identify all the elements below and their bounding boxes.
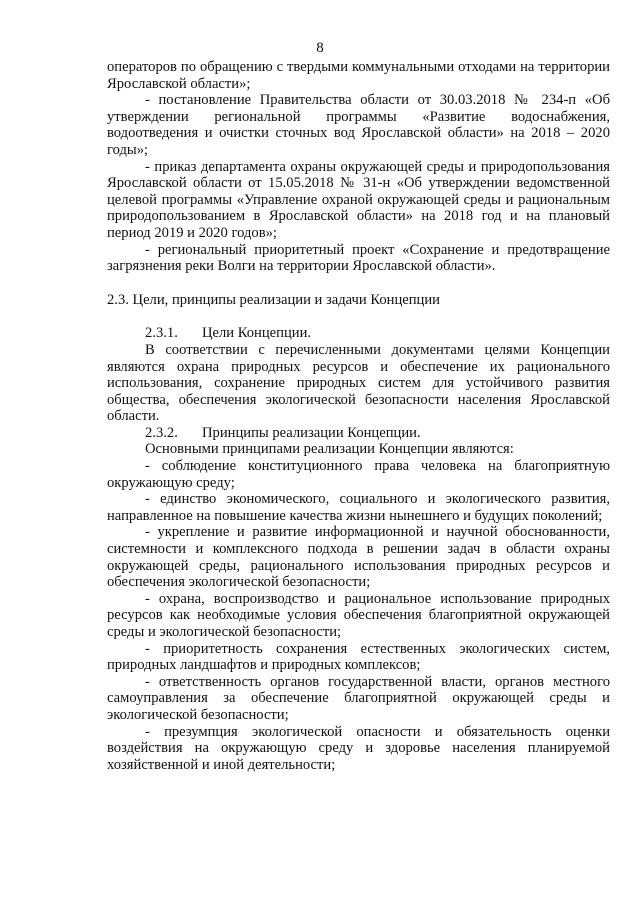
page-number: 8 bbox=[316, 40, 324, 56]
list-item: - укрепление и развитие информационной и научной обоснованности, системности и комплексного подхода в решении задач в области охраны окружающей среды, рационального использования природных ресурсов и обеспечения экологической безопасности; bbox=[107, 524, 610, 591]
subsection-heading bbox=[107, 425, 610, 442]
section-heading: 2.3. Цели, принципы реализации и задачи Концепции bbox=[107, 291, 440, 308]
subsection-title: Цели Концепции. bbox=[202, 325, 312, 342]
subsection-number: 2.3.2. bbox=[145, 424, 178, 441]
subsection-number: 2.3.1. bbox=[145, 325, 178, 342]
paragraph: Основными принципами реализации Концепции являются: bbox=[145, 441, 514, 458]
paragraph: - приказ департамента охраны окружающей среды и природопользования Ярославской области от 15.05.2018 № 31-н «Об утверждении ведомственной целевой программы «Управление охраной окружающей среды и рациональным природопользованием в Ярославской области» на 2018 год и на плановый период 2019 и 2020 годов»; bbox=[107, 158, 610, 241]
subsection-heading bbox=[107, 325, 610, 342]
paragraph: - постановление Правительства области от 30.03.2018 № 234-п «Об утверждении региональной программы «Развитие водоснабжения, водоотведения и очистки сточных вод Ярославской области» на 2018 – 2020 годы»; bbox=[107, 92, 610, 158]
list-item: - презумпция экологической опасности и обязательность оценки воздействия на окружающую среду и здоровье населения планируемой хозяйственной и иной деятельности; bbox=[107, 723, 610, 773]
paragraph: - региональный приоритетный проект «Сохранение и предотвращение загрязнения реки Волги на территории Ярославской области». bbox=[107, 241, 610, 275]
list-item: - единство экономического, социального и экологического развития, направленное на повышение качества жизни нынешнего и будущих поколений; bbox=[107, 491, 610, 524]
list-item: - приоритетность сохранения естественных экологических систем, природных ландшафтов и природных комплексов; bbox=[107, 640, 610, 674]
paragraph: операторов по обращению с твердыми коммунальными отходами на территории Ярославской области»; bbox=[107, 59, 610, 92]
list-item: - ответственность органов государственной власти, органов местного самоуправления за обеспечение благоприятной окружающей среды и экологической безопасности; bbox=[107, 673, 610, 723]
paragraph: В соответствии с перечисленными документами целями Концепции являются охрана природных ресурсов и обеспечение их рационального использования, сохранение природных систем для устойчивого развития общества, обеспечения экологической безопасности населения Ярославской области. bbox=[107, 341, 610, 425]
list-item: - соблюдение конституционного права человека на благоприятную окружающую среду; bbox=[107, 458, 610, 491]
list-item: - охрана, воспроизводство и рациональное использование природных ресурсов как необходимые условия обеспечения благоприятной окружающей среды и экологической безопасности; bbox=[107, 590, 610, 640]
document-body bbox=[107, 59, 610, 773]
subsection-title: Принципы реализации Концепции. bbox=[202, 424, 421, 441]
